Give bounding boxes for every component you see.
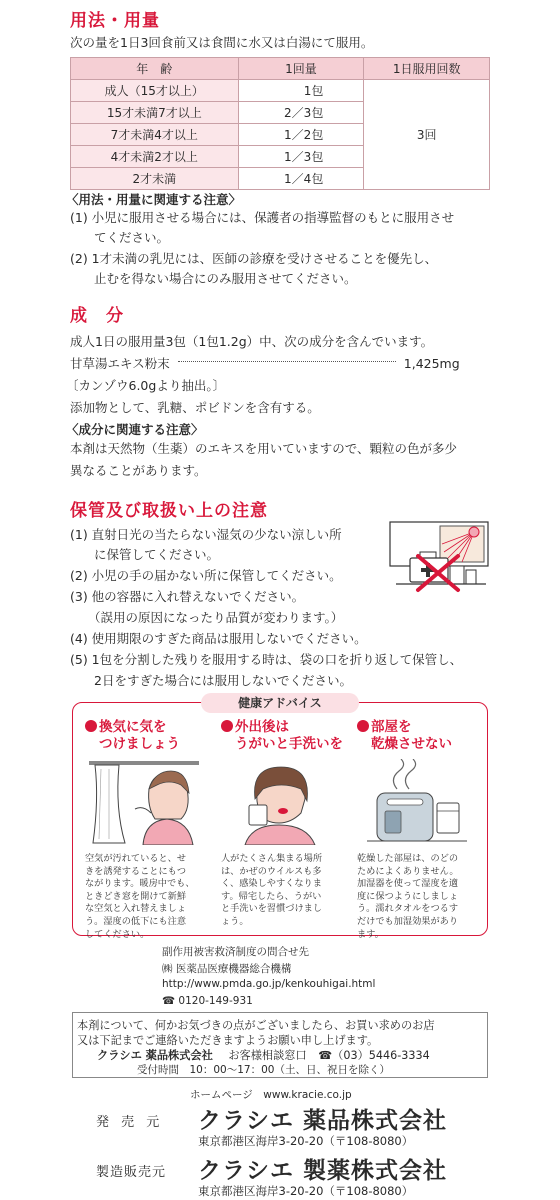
storage-warning-illustration [388,518,492,598]
row-age: 成人（15才以上） [71,80,239,102]
storage-item: （誤用の原因になったり品質が変わります。） [88,610,344,625]
storage-title: 保管及び取扱い上の注意 [70,501,268,521]
advice-text: は、かぜのウイルスも多 [221,865,322,877]
relief-contact-url[interactable]: http://www.pmda.go.jp/kenkouhigai.html [162,978,376,990]
seller-label: 発 売 元 [96,1115,164,1130]
ingredient-amount: 1,425mg [403,356,460,371]
row-dose: 1／4包 [238,168,364,190]
humidifier-icon [357,759,475,845]
inquiry-line: 本剤について、何かお気づきの点がございましたら、お買い求めのお店 [77,1019,435,1032]
seller-name: クラシエ 薬品株式会社 [198,1108,448,1134]
row-dose: 1／2包 [238,124,364,146]
additives: 添加物として、乳糖、ポビドンを含有する。 [70,400,320,415]
relief-contact-org: ㈱ 医薬品医療機器総合機構 [162,963,292,975]
inquiry-desk: お客様相談窓口 [228,1049,307,1062]
window-ventilation-icon [85,759,203,845]
relief-contact-title: 副作用被害救済制度の問合せ先 [162,946,309,958]
advice-head: 部屋を [357,719,487,736]
storage-item: 2日をすぎた場合には服用しないでください。 [94,673,352,688]
ingredient-name: 甘草湯エキス粉末 [70,356,170,371]
table-header-row [71,58,490,80]
storage-item: (3) 他の容器に入れ替えないでください。 [70,589,305,604]
advice-head: 乾燥させない [371,736,452,752]
advice-text: 度に保つようにしましょ [357,890,459,902]
manufacturer-name: クラシエ 製薬株式会社 [198,1158,448,1184]
advice-head: 外出後は [221,719,351,736]
row-dose: 2／3包 [238,102,364,124]
advice-text: だけでも加湿効果があり [357,915,459,927]
advice-text: きを誘発することにもつ [85,865,187,877]
advice-label: 健康アドバイス [201,693,359,713]
inquiry-line: 又は下記までご連絡いただきますようお願い申し上げます。 [77,1034,379,1047]
advice-text: 乾燥した部屋は、のどの [357,853,459,864]
dosage-notes-title: 〈用法・用量に関連する注意〉 [66,192,242,207]
row-age: 7才未満4才以上 [71,124,239,146]
inquiry-hours: 受付時間 10：00～17：00（土、日、祝日を除く） [137,1064,390,1076]
ingredients-note: 本剤は天然物（生薬）のエキスを用いていますので、顆粒の色が多少 [70,441,458,456]
inquiry-company: クラシエ 薬品株式会社 [97,1049,213,1062]
advice-text: う。湿度の低下にも注意 [85,915,187,927]
advice-text: 人がたくさん集まる場所 [221,853,323,864]
ingredients-notes-title: 〈成分に関連する注意〉 [66,422,204,437]
advice-column-ventilation [85,719,215,941]
advice-text: と手洗いを習慣づけまし [221,903,323,915]
bullet-icon [221,720,233,732]
manufacturer-address: 東京都港区海岸3-20-20（〒108-8080） [198,1184,414,1198]
bullet-icon [85,720,97,732]
bullet-icon [357,720,369,732]
inquiry-box [72,1012,488,1078]
storage-item: (4) 使用期限のすぎた商品は服用しないでください。 [70,631,367,646]
advice-text: 空気が汚れていると、せ [85,853,187,864]
inquiry-contact-row [97,1047,430,1063]
manufacturer-label: 製造販売元 [96,1165,167,1180]
advice-head: 換気に気を [85,719,215,736]
ingredient-row [70,356,460,372]
header-age: 年 齢 [71,58,239,80]
dosage-note: (1) 小児に服用させる場合には、保護者の指導監督のもとに服用させ [70,210,455,225]
advice-column-humidity [357,719,487,941]
storage-item: に保管してください。 [94,547,220,562]
advice-text: ょう。 [221,915,249,927]
row-dose: 1包 [238,80,364,102]
dosage-title: 用法・用量 [70,11,160,31]
header-dose: 1回量 [238,58,364,80]
gargling-person-icon [221,759,339,845]
ingredients-intro: 成人1日の服用量3包（1包1.2g）中、次の成分を含んでいます。 [70,334,434,349]
advice-head: つけましょう [99,736,180,752]
advice-text: ときどき窓を開けて新鮮 [85,890,187,902]
advice-text: う。濡れタオルをつるす [357,903,459,915]
storage-item: (1) 直射日光の当たらない湿気の少ない涼しい所 [70,527,342,542]
row-age: 15才未満7才以上 [71,102,239,124]
dosage-note: てください。 [94,230,170,245]
advice-head: うがいと手洗いを [235,736,343,752]
dosage-note: (2) 1才未満の乳児には、医師の診療を受けさせることを優先し、 [70,251,438,266]
leader-dots [178,361,396,362]
extract-note: 〔カンゾウ6.0gより抽出。〕 [66,378,226,393]
row-age: 2才未満 [71,168,239,190]
relief-contact-phone: ☎ 0120-149-931 [162,995,253,1007]
table-row [71,80,490,102]
advice-column-gargle [221,719,351,929]
ingredients-note: 異なることがあります。 [70,463,207,478]
homepage-link[interactable]: ホームページ www.kracie.co.jp [190,1089,352,1101]
ingredients-title: 成 分 [70,306,124,326]
advice-text: してください。 [85,928,150,940]
health-advice-box [72,696,488,940]
advice-text: す。帰宅したら、うがい [221,890,322,902]
advice-text: ながります。暖房中でも、 [85,878,195,890]
advice-text: な空気と入れ替えましょ [85,903,187,915]
storage-item: (2) 小児の手の届かない所に保管してください。 [70,568,342,583]
advice-text: 加湿器を使って湿度を適 [357,878,459,890]
dosage-table [70,57,490,190]
inquiry-phone: ☎（03）5446-3334 [318,1049,430,1062]
seller-address: 東京都港区海岸3-20-20（〒108-8080） [198,1134,414,1148]
dosage-note: 止むを得ない場合にのみ服用させてください。 [94,271,357,286]
advice-text: ます。 [357,928,384,940]
row-dose: 1／3包 [238,146,364,168]
row-times: 3回 [364,80,490,190]
row-age: 4才未満2才以上 [71,146,239,168]
dosage-intro: 次の量を1日3回食前又は食間に水又は白湯にて服用。 [70,35,374,50]
storage-item: (5) 1包を分割した残りを服用する時は、袋の口を折り返して保管し、 [70,652,463,667]
advice-text: ためによくありません。 [357,865,459,877]
advice-text: く、感染しやすくなりま [221,878,322,890]
header-times: 1日服用回数 [364,58,490,80]
